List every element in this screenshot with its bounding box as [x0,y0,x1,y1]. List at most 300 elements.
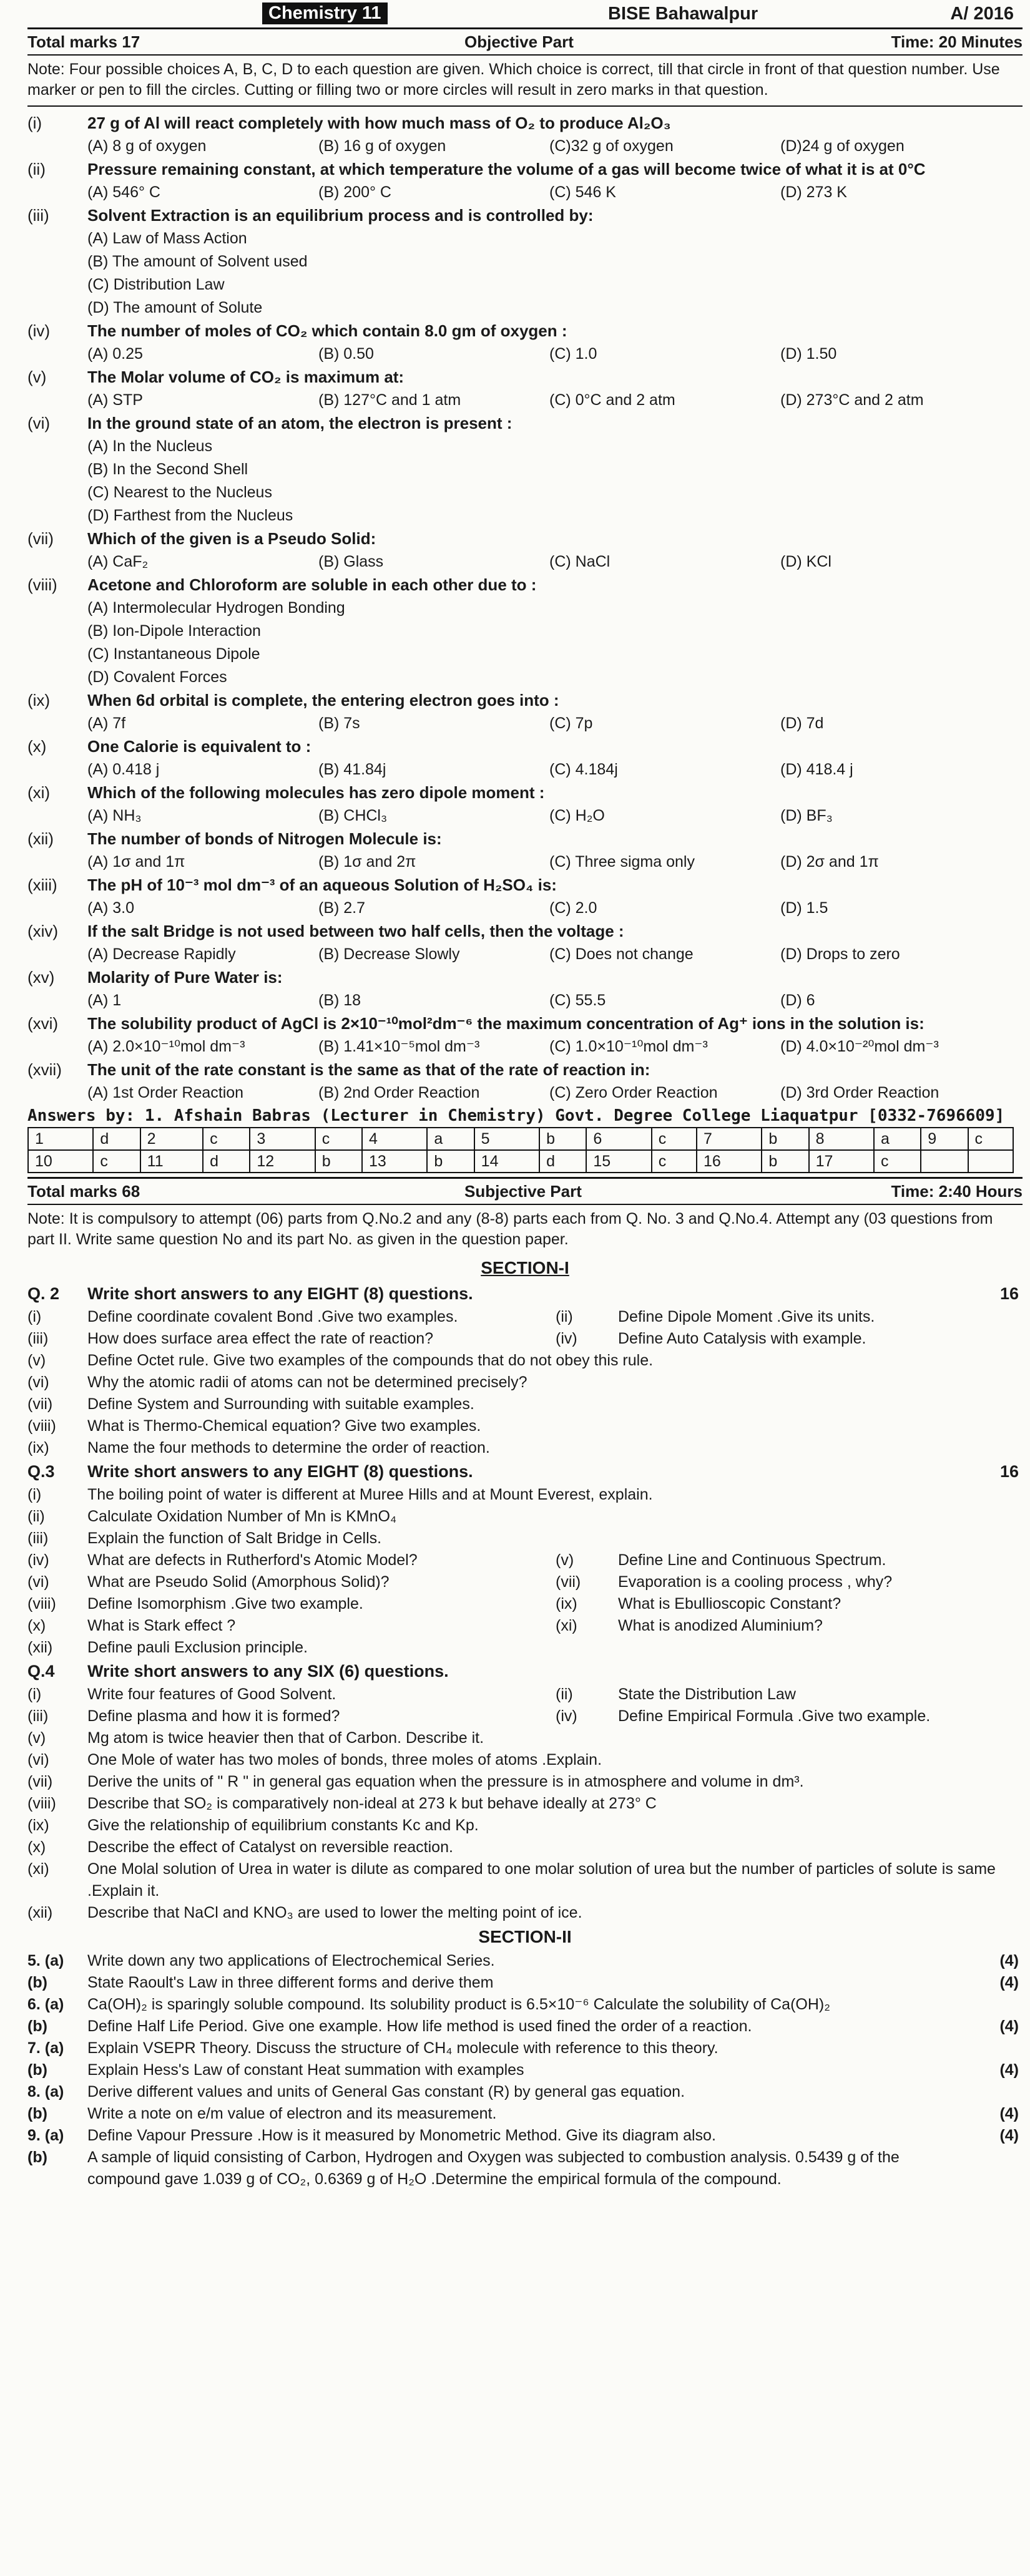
answer-cell: b [762,1150,808,1173]
mcq-text: The unit of the rate constant is the same as that of the rate of reaction in: [87,1060,650,1079]
question-number: (x) [27,1838,46,1856]
long-question-number: 7. (a) [27,2039,64,2057]
answer-cell [921,1150,968,1173]
long-question-text: Explain Hess's Law of constant Heat summation with examples [87,2061,524,2079]
mcq-number: (ix) [27,691,51,710]
subjective-title: Subjective Part [464,1181,582,1201]
mcq-options [27,712,1023,735]
mcq-number: (vii) [27,529,54,548]
question-text: One Mole of water has two moles of bonds, three moles of atoms .Explain. [87,1751,602,1769]
question-text: What are defects in Rutherford's Atomic Model? [87,1551,418,1569]
exam-paper [27,0,1023,2559]
mcq-text: When 6d orbital is complete, the entering electron goes into : [87,691,559,710]
answer-cell: 1 [28,1128,93,1150]
mcq-question [27,158,1023,181]
mcq-options [27,989,1023,1012]
mcq-text: Which of the given is a Pseudo Solid: [87,529,376,548]
mcq-option: (A) 8 g of oxygen [87,137,207,155]
mcq-text: The number of moles of CO₂ which contain 8.0 gm of oxygen : [87,321,567,340]
mcq-option: (A) 7f [87,715,126,732]
question-text: Why the atomic radii of atoms can not be determined precisely? [87,1373,527,1391]
mcq-option: (D) 273°C and 2 atm [780,391,924,409]
mcq-option: (B) 127°C and 1 atm [318,391,461,409]
short-question-row [27,1771,1023,1793]
question-number: (iii) [27,1330,49,1347]
question-number: (xi) [27,1860,49,1878]
mcq-question [27,781,1023,804]
mcq-options [27,227,1023,320]
long-question-number: (b) [27,1974,47,1991]
objective-marks: Total marks 17 [27,32,140,51]
mcq-option: (C) Zero Order Reaction [549,1084,718,1101]
question-number: (ix) [27,1817,49,1834]
mcq-option: (B) In the Second Shell [87,461,248,478]
mcq-option: (D) Covalent Forces [87,668,227,686]
answer-cell: 11 [140,1150,204,1173]
mcq-number: (iv) [27,321,51,340]
answer-cell: 9 [921,1128,968,1150]
mcq-options [27,550,1023,573]
short-question-row [27,1528,1023,1549]
mcq-option: (A) Decrease Rapidly [87,945,236,963]
short-question-row [27,1549,1023,1571]
short-question-row [27,1727,1023,1749]
question-number: (v) [556,1551,574,1569]
mcq-option: (D) 6 [780,992,815,1009]
long-question-text: Derive different values and units of General Gas constant (R) by general gas equation. [87,2083,685,2100]
question-text: Describe that NaCl and KNO₃ are used to lower the melting point of ice. [87,1904,582,1921]
q2-marks: 16 [999,1284,1019,1303]
paper-header [27,0,1023,27]
question-number: (vi) [27,1373,49,1391]
mcq-option: (C) 1.0×10⁻¹⁰mol dm⁻³ [549,1038,708,1055]
mcq-question [27,204,1023,227]
mcq-question [27,320,1023,343]
mcq-option: (D) 2σ and 1π [780,853,879,871]
short-question-row [27,1372,1023,1393]
mcq-question [27,827,1023,851]
answer-cell: 13 [362,1150,427,1173]
long-question-marks [975,2147,1023,2190]
answer-cell: c [968,1128,1013,1150]
question-text: What is Thermo-Chemical equation? Give two examples. [87,1417,481,1435]
mcq-number: (xvii) [27,1060,62,1079]
long-question-marks: (4) [999,2127,1019,2144]
long-question-number: 9. (a) [27,2127,64,2144]
long-question-marks [975,2037,1023,2059]
question-text: Name the four methods to determine the order of reaction. [87,1439,490,1456]
mcq-option: (C) 2.0 [549,899,597,917]
q3-number: Q.3 [27,1462,55,1481]
long-question-number: 8. (a) [27,2083,64,2100]
answer-cell: b [762,1128,808,1150]
mcq-question [27,1012,1023,1035]
mcq-text: The solubility product of AgCl is 2×10⁻¹⁰mol²dm⁻⁶ the maximum concentration of Ag⁺ ions in the solution is: [87,1014,925,1033]
long-question-row [27,2103,1023,2125]
q4-list [27,1684,1023,1924]
long-question-marks: (4) [999,2061,1019,2079]
objective-title: Objective Part [464,32,574,51]
mcq-option: (A) Law of Mass Action [87,230,247,247]
mcq-option: (D) 7d [780,715,824,732]
mcq-number: (ii) [27,160,46,178]
mcq-option: (B) 200° C [318,183,391,201]
mcq-option: (A) 2.0×10⁻¹⁰mol dm⁻³ [87,1038,245,1055]
long-question-text: Define Half Life Period. Give one example. How life method is used fined the order of a reaction. [87,2017,752,2035]
mcq-text: The number of bonds of Nitrogen Molecule is: [87,829,442,848]
answer-cell: 14 [474,1150,539,1173]
question-text: Define Dipole Moment .Give its units. [618,1308,875,1325]
mcq-number: (vi) [27,414,51,432]
q3-marks: 16 [999,1462,1019,1481]
mcq-option: (B) 18 [318,992,361,1009]
long-question-row [27,2059,1023,2081]
mcq-option: (B) 2.7 [318,899,366,917]
question-text: What is Stark effect ? [87,1617,236,1634]
mcq-option: (C) 1.0 [549,345,597,363]
mcq-option: (C) 0°C and 2 atm [549,391,675,409]
mcq-list [27,107,1023,1105]
mcq-text: Acetone and Chloroform are soluble in each other due to : [87,575,537,594]
mcq-option: (B) Decrease Slowly [318,945,460,963]
mcq-option: (C) 4.184j [549,761,618,778]
mcq-question [27,527,1023,550]
answer-cell: 16 [697,1150,762,1173]
long-question-text: Explain VSEPR Theory. Discuss the structure of CH₄ molecule with reference to this theory. [87,2039,719,2057]
question-number: (xii) [27,1639,53,1656]
long-question-number: (b) [27,2105,47,2122]
question-text: Give the relationship of equilibrium constants Kc and Kp. [87,1817,479,1834]
mcq-question [27,366,1023,389]
question-text: How does surface area effect the rate of reaction? [87,1330,434,1347]
short-question-row [27,1328,1023,1350]
question-text: Describe that SO₂ is comparatively non-ideal at 273 k but behave ideally at 273° C [87,1795,657,1812]
long-question-number: 5. (a) [27,1952,64,1969]
mcq-number: (xiii) [27,876,57,894]
short-question-row [27,1684,1023,1705]
answer-cell: 8 [809,1128,874,1150]
mcq-number: (x) [27,737,47,756]
mcq-text: Which of the following molecules has zero dipole moment : [87,783,545,802]
short-question-row [27,1615,1023,1637]
mcq-question [27,966,1023,989]
q4-number: Q.4 [27,1662,55,1681]
question-text: Define Empirical Formula .Give two example. [618,1707,931,1725]
question-text: Define Isomorphism .Give two example. [87,1595,363,1612]
mcq-option: (A) 1st Order Reaction [87,1084,244,1101]
long-question-row [27,2037,1023,2059]
question-text: Define Octet rule. Give two examples of the compounds that do not obey this rule. [87,1352,654,1369]
mcq-question [27,689,1023,712]
mcq-option: (B) The amount of Solvent used [87,253,308,270]
long-question-number: (b) [27,2061,47,2079]
subjective-marks: Total marks 68 [27,1181,140,1201]
mcq-option: (D) 4.0×10⁻²⁰mol dm⁻³ [780,1038,939,1055]
question-number: (v) [27,1352,46,1369]
question-number: (vii) [27,1773,53,1790]
answer-cell: b [315,1150,362,1173]
mcq-options [27,343,1023,366]
subjective-time: Time: 2:40 Hours [891,1181,1023,1201]
mcq-text: Pressure remaining constant, at which temperature the volume of a gas will become twice of what it is at 0°C [87,160,926,178]
answer-cell: a [427,1128,474,1150]
answer-cell: d [93,1128,140,1150]
question-number: (x) [27,1617,46,1634]
long-question-text: Define Vapour Pressure .How is it measured by Monometric Method. Give its diagram also. [87,2127,716,2144]
mcq-options [27,851,1023,874]
question-text: Define Line and Continuous Spectrum. [618,1551,886,1569]
mcq-option: (A) 1 [87,992,122,1009]
answer-row [28,1150,1013,1173]
short-question-row [27,1415,1023,1437]
mcq-option: (D) Drops to zero [780,945,900,963]
mcq-text: In the ground state of an atom, the electron is present : [87,414,513,432]
mcq-option: (D) 418.4 j [780,761,853,778]
mcq-number: (xvi) [27,1014,59,1033]
mcq-option: (D)24 g of oxygen [780,137,905,155]
mcq-question [27,874,1023,897]
mcq-option: (B) 1σ and 2π [318,853,416,871]
question-number: (ix) [556,1595,577,1612]
mcq-option: (D) 1.50 [780,345,837,363]
answer-cell: c [203,1128,250,1150]
mcq-option: (A) In the Nucleus [87,437,213,455]
mcq-option: (C) H₂O [549,807,605,824]
mcq-text: Solvent Extraction is an equilibrium process and is controlled by: [87,206,594,225]
mcq-option: (C) Nearest to the Nucleus [87,484,272,501]
short-question-row [27,1350,1023,1372]
q4-heading [27,1659,1023,1684]
mcq-number: (xv) [27,968,55,987]
year-label: A/ 2016 [950,4,1014,24]
question-text: The boiling point of water is different at Muree Hills and at Mount Everest, explain. [87,1486,653,1503]
question-number: (vi) [27,1573,49,1591]
question-text: Evaporation is a cooling process , why? [618,1573,893,1591]
mcq-option: (D) 273 K [780,183,847,201]
mcq-option: (C)32 g of oxygen [549,137,674,155]
answer-cell: c [652,1128,697,1150]
mcq-text: Molarity of Pure Water is: [87,968,283,987]
long-question-number: (b) [27,2149,47,2166]
mcq-option: (C) Instantaneous Dipole [87,645,260,663]
question-number: (xii) [27,1904,53,1921]
long-question-marks [975,1994,1023,2016]
mcq-number: (iii) [27,206,49,225]
long-question-row [27,2081,1023,2103]
mcq-option: (A) 3.0 [87,899,135,917]
mcq-option: (B) 2nd Order Reaction [318,1084,480,1101]
mcq-option: (A) STP [87,391,143,409]
mcq-option: (C) Distribution Law [87,276,225,293]
mcq-option: (C) 546 K [549,183,616,201]
answer-cell: c [315,1128,362,1150]
question-number: (ii) [556,1686,573,1703]
mcq-text: One Calorie is equivalent to : [87,737,311,756]
question-number: (viii) [27,1417,56,1435]
mcq-options [27,1081,1023,1105]
answer-cell: b [427,1150,474,1173]
answer-cell: 4 [362,1128,427,1150]
long-question-text: State Raoult's Law in three different forms and derive them [87,1974,494,1991]
board-label: BISE Bahawalpur [608,4,758,24]
q2-title: Write short answers to any EIGHT (8) questions. [87,1284,473,1303]
mcq-text: If the salt Bridge is not used between two half cells, then the voltage : [87,922,624,940]
mcq-options [27,943,1023,966]
mcq-option: (C) NaCl [549,553,611,570]
long-question-marks [975,2081,1023,2103]
long-question-row [27,1972,1023,1994]
question-text: What are Pseudo Solid (Amorphous Solid)? [87,1573,390,1591]
mcq-option: (B) 16 g of oxygen [318,137,446,155]
mcq-options [27,135,1023,158]
answer-cell: c [874,1150,921,1173]
question-number: (xi) [556,1617,577,1634]
mcq-options [27,758,1023,781]
short-question-row [27,1749,1023,1771]
mcq-option: (A) Intermolecular Hydrogen Bonding [87,599,345,617]
short-question-row [27,1437,1023,1459]
q3-list [27,1484,1023,1659]
answers-title: Answers by: 1. Afshain Babras (Lecturer in Chemistry) Govt. Degree College Liaquatpur [0332-7696609] [27,1106,1005,1125]
mcq-option: (B) 7s [318,715,360,732]
q2-list [27,1306,1023,1459]
mcq-number: (xi) [27,783,51,802]
long-question-row [27,2016,1023,2037]
question-number: (ii) [556,1308,573,1325]
mcq-option: (B) Glass [318,553,384,570]
answer-cell: c [652,1150,697,1173]
long-question-marks: (4) [999,1974,1019,1991]
long-question-number: 6. (a) [27,1996,64,2013]
section-2-title: SECTION-II [478,1927,572,1946]
answer-cell: c [93,1150,140,1173]
question-text: Calculate Oxidation Number of Mn is KMnO₄ [87,1508,397,1525]
mcq-option: (C) Three sigma only [549,853,695,871]
question-number: (vi) [27,1751,49,1769]
mcq-number: (viii) [27,575,57,594]
mcq-options [27,435,1023,527]
answer-cell: 6 [586,1128,651,1150]
short-question-row [27,1815,1023,1837]
mcq-option: (C) Does not change [549,945,694,963]
mcq-option: (A) CaF₂ [87,553,149,570]
mcq-option: (B) Ion-Dipole Interaction [87,622,261,640]
mcq-number: (v) [27,368,47,386]
mcq-option: (A) 0.25 [87,345,143,363]
mcq-options [27,181,1023,204]
q4-title: Write short answers to any SIX (6) questions. [87,1662,449,1681]
short-question-row [27,1637,1023,1659]
question-text: Define coordinate covalent Bond .Give two examples. [87,1308,458,1325]
short-question-row [27,1393,1023,1415]
long-question-marks: (4) [999,1952,1019,1969]
short-question-row [27,1858,1023,1902]
question-number: (v) [27,1729,46,1747]
answer-cell: 2 [140,1128,204,1150]
answer-key-table [27,1127,1014,1173]
short-question-row [27,1837,1023,1858]
answer-cell [968,1150,1013,1173]
mcq-question [27,573,1023,597]
question-text: Define System and Surrounding with suitable examples. [87,1395,474,1413]
long-question-text: Ca(OH)₂ is sparingly soluble compound. Its solubility product is 6.5×10⁻⁶ Calculate the solubility of Ca(OH)₂ [87,1996,830,2013]
mcq-option: (A) NH₃ [87,807,142,824]
short-question-row [27,1902,1023,1924]
mcq-text: The Molar volume of CO₂ is maximum at: [87,368,405,386]
mcq-options [27,597,1023,689]
mcq-question [27,1058,1023,1081]
question-text: Define pauli Exclusion principle. [87,1639,308,1656]
answer-cell: 5 [474,1128,539,1150]
subject-label: Chemistry 11 [262,2,388,24]
mcq-option: (A) 0.418 j [87,761,160,778]
question-text: Derive the units of " R " in general gas equation when the pressure is in atmosphere and volume in dm³. [87,1773,804,1790]
answer-cell: d [203,1150,250,1173]
question-number: (vii) [556,1573,581,1591]
question-text: Define plasma and how it is formed? [87,1707,340,1725]
question-number: (iv) [556,1707,577,1725]
short-question-row [27,1506,1023,1528]
long-question-text: Write down any two applications of Electrochemical Series. [87,1952,495,1969]
long-question-marks: (4) [999,2017,1019,2035]
mcq-number: (xii) [27,829,54,848]
mcq-question [27,112,1023,135]
mcq-question [27,412,1023,435]
question-number: (iii) [27,1707,49,1725]
answer-row [28,1128,1013,1150]
question-number: (i) [27,1686,42,1703]
mcq-option: (B) 41.84j [318,761,386,778]
question-text: What is anodized Aluminium? [618,1617,823,1634]
short-question-row [27,1705,1023,1727]
mcq-option: (D) 1.5 [780,899,828,917]
long-question-marks: (4) [999,2105,1019,2122]
subjective-note: Note: It is compulsory to attempt (06) parts from Q.No.2 and any (8-8) parts each from Q. No. 3 and Q.No.4. Attempt any (03 questions from part II. Write same question No and its part No. as given in the question paper. [27,1210,993,1248]
mcq-options [27,389,1023,412]
objective-note: Note: Four possible choices A, B, C, D to each question are given. Which choice is correct, till that circle in front of that question number. Use marker or pen to fill the circles. Cutting or filling two or more circles will result in zero marks in that question. [27,56,1023,107]
long-question-text: Write a note on e/m value of electron and its measurement. [87,2105,497,2122]
question-number: (viii) [27,1595,56,1612]
long-question-row [27,2125,1023,2147]
subjective-bar [27,1177,1023,1205]
mcq-option: (C) 7p [549,715,593,732]
mcq-options [27,897,1023,920]
mcq-option: (B) 1.41×10⁻⁵mol dm⁻³ [318,1038,480,1055]
question-text: One Molal solution of Urea in water is dilute as compared to one molar solution of urea but the number of particles of solute is same .Explain it. [87,1860,996,1900]
question-number: (iv) [556,1330,577,1347]
question-number: (iii) [27,1530,49,1547]
mcq-options [27,1035,1023,1058]
question-text: Write four features of Good Solvent. [87,1686,336,1703]
question-text: Describe the effect of Catalyst on reversible reaction. [87,1838,453,1856]
question-number: (i) [27,1486,42,1503]
q3-title: Write short answers to any EIGHT (8) questions. [87,1462,473,1481]
short-question-row [27,1571,1023,1593]
mcq-text: 27 g of Al will react completely with how much mass of O₂ to produce Al₂O₃ [87,114,671,132]
mcq-number: (i) [27,114,42,132]
long-question-text: A sample of liquid consisting of Carbon, Hydrogen and Oxygen was subjected to combustion analysis. 0.5439 g of the compound gave 1.039 g of CO₂, 0.6369 g of H₂O .Determine the empirical formula of the compound. [87,2149,900,2188]
mcq-option: (D) BF₃ [780,807,833,824]
mcq-option: (D) Farthest from the Nucleus [87,507,293,524]
question-text: Define Auto Catalysis with example. [618,1330,866,1347]
question-number: (i) [27,1308,42,1325]
long-question-row [27,1994,1023,2016]
short-question-row [27,1306,1023,1328]
section-1-title: SECTION-I [481,1258,569,1277]
question-number: (viii) [27,1795,56,1812]
question-text: State the Distribution Law [618,1686,796,1703]
section-2-list [27,1950,1023,2190]
